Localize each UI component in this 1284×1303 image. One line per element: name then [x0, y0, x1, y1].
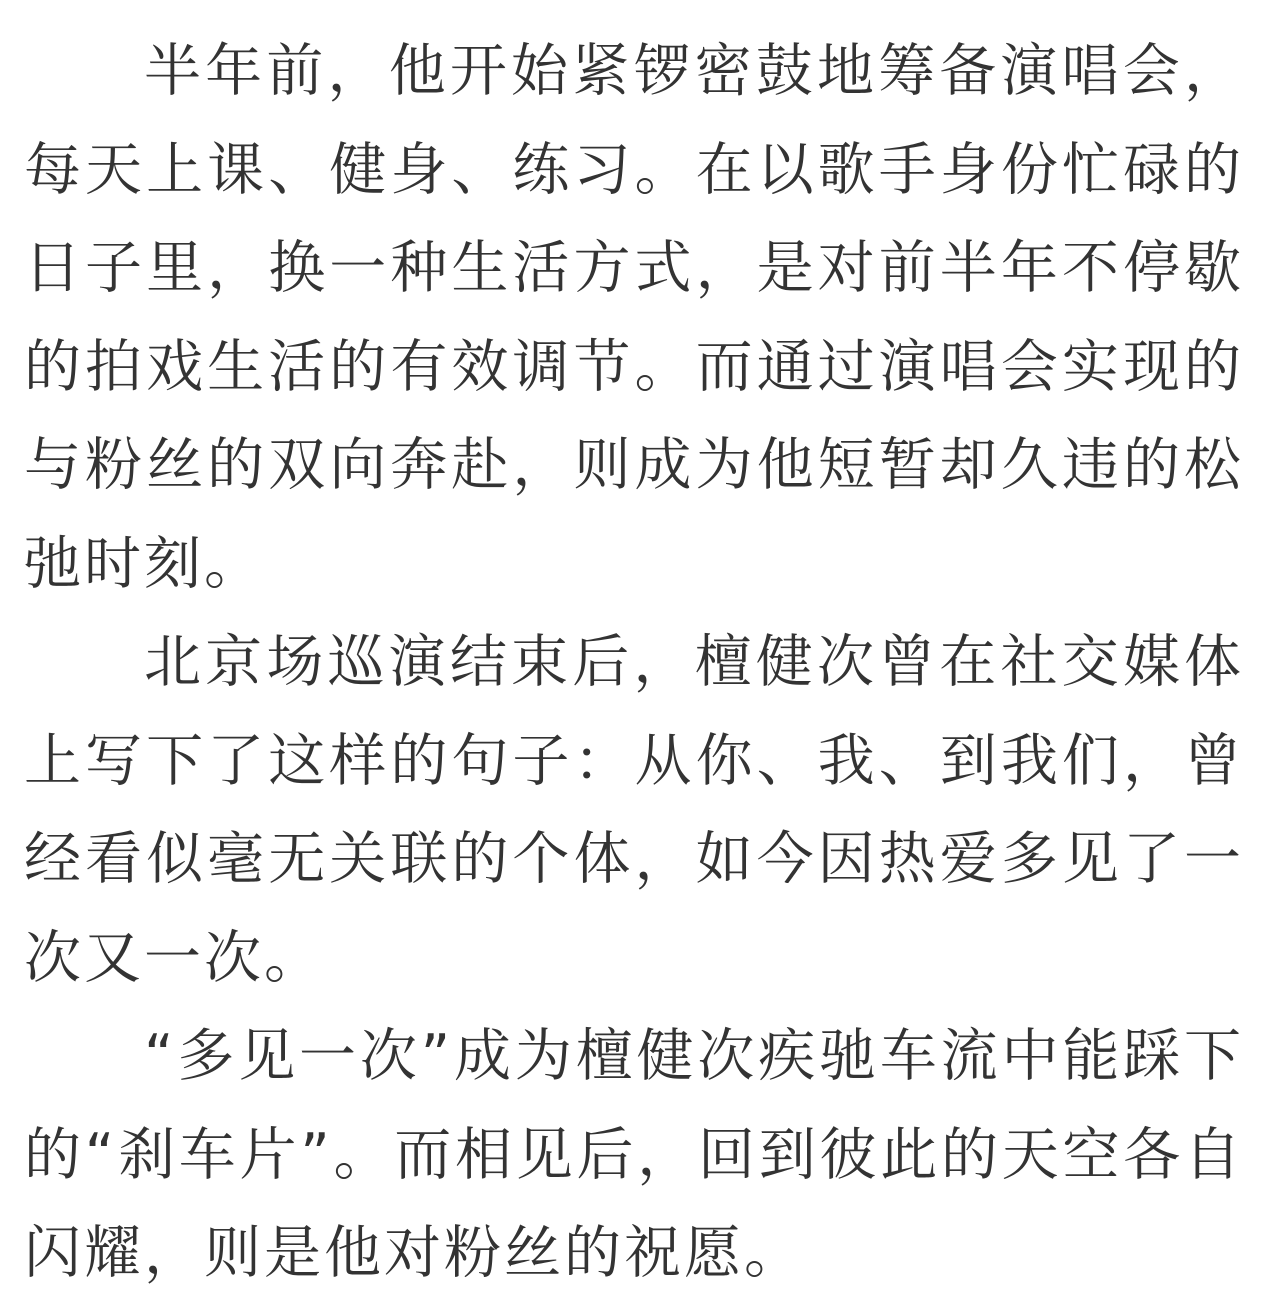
paragraph-concert-preparation: 半年前，他开始紧锣密鼓地筹备演唱会，每天上课、健身、练习。在以歌手身份忙碌的日子里，换一种生活方式，是对前半年不停歇的拍戏生活的有效调节。而通过演唱会实现的与粉丝的双向奔赴，则成为他短暂却久违的松弛时刻。 — [24, 38, 1244, 597]
paragraph-social-media-post: 北京场巡演结束后，檀健次曾在社交媒体上写下了这样的句子：从你、我、到我们，曾经看似毫无关联的个体，如今因热爱多见了一次又一次。 — [24, 629, 1244, 991]
paragraph-see-once-more: “多见一次”成为檀健次疾驰车流中能踩下的“刹车片”。而相见后，回到彼此的天空各自闪耀，则是他对粉丝的祝愿。 — [24, 1023, 1244, 1286]
article-body — [24, 22, 1244, 1303]
